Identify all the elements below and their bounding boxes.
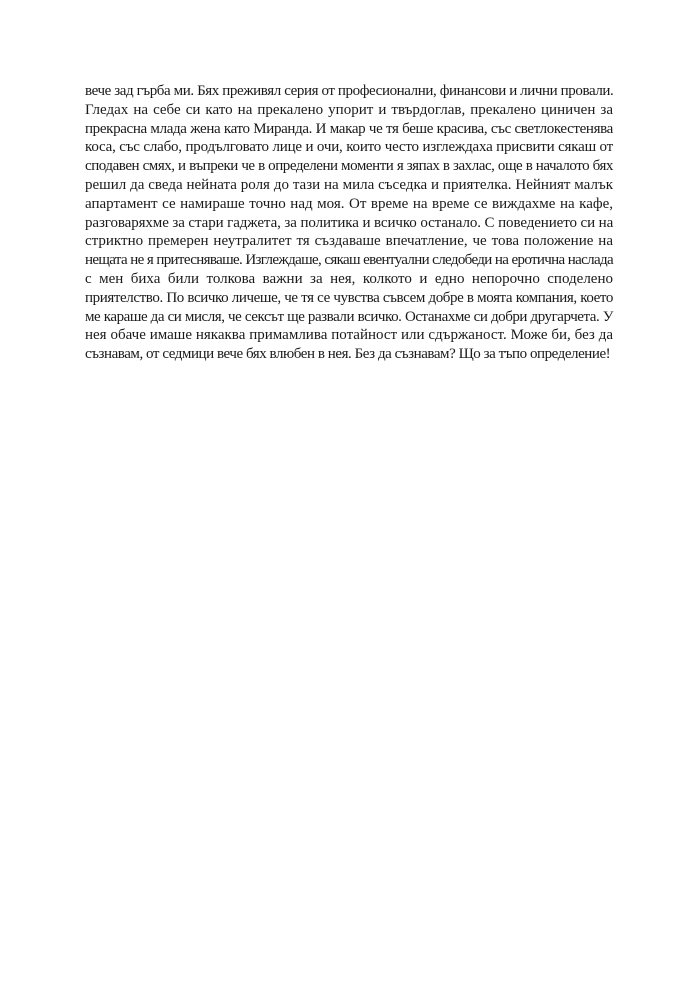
- text-line-2: Гледах на себе си като на прекалено упорит и твърдоглав, прекалено циничен за: [85, 101, 613, 118]
- text-line-5: сподавен смях, и въпреки че в определени моменти я зяпах в захлас, още в началото бях: [85, 158, 613, 175]
- text-line-7: апартамент се намираше точно над моя. От време на време се виждахме на кафе,: [85, 195, 613, 212]
- text-line-11: с мен биха били толкова важни за нея, колкото и едно непорочно споделено: [85, 270, 613, 287]
- text-line-12: приятелство. По всичко личеше, че тя се чувства съвсем добре в моята компания, което: [85, 289, 613, 306]
- body-paragraph: [85, 82, 613, 364]
- text-line-10: нещата не я притесняваше. Изглеждаше, сякаш евентуални следобеди на еротична наслада: [85, 252, 613, 269]
- text-line-4: коса, със слабо, продълговато лице и очи, които често изглеждаха присвити сякаш от: [85, 139, 613, 156]
- text-line-13: ме караше да си мисля, че сексът ще развали всичко. Останахме си добри другарчета. У: [85, 308, 613, 325]
- text-line-14: нея обаче имаше някаква примамлива потайност или сдържаност. Може би, без да: [85, 327, 613, 344]
- text-line-3: прекрасна млада жена като Миранда. И макар че тя беше красива, със светлокестенява: [85, 120, 613, 137]
- text-line-6: решил да сведа нейната роля до тази на мила съседка и приятелка. Нейният малък: [85, 176, 613, 193]
- text-line-15: съзнавам, от седмици вече бях влюбен в нея. Без да съзнавам? Що за тъпо определение!: [85, 346, 611, 363]
- text-line-1: вече зад гърба ми. Бях преживял серия от професионални, финансови и лични провали.: [85, 83, 614, 99]
- text-line-9: стриктно премерен неутралитет тя създаваше впечатление, че това положение на: [85, 233, 613, 250]
- text-line-8: разговаряхме за стари гаджета, за политика и всичко останало. С поведението си на: [85, 214, 614, 231]
